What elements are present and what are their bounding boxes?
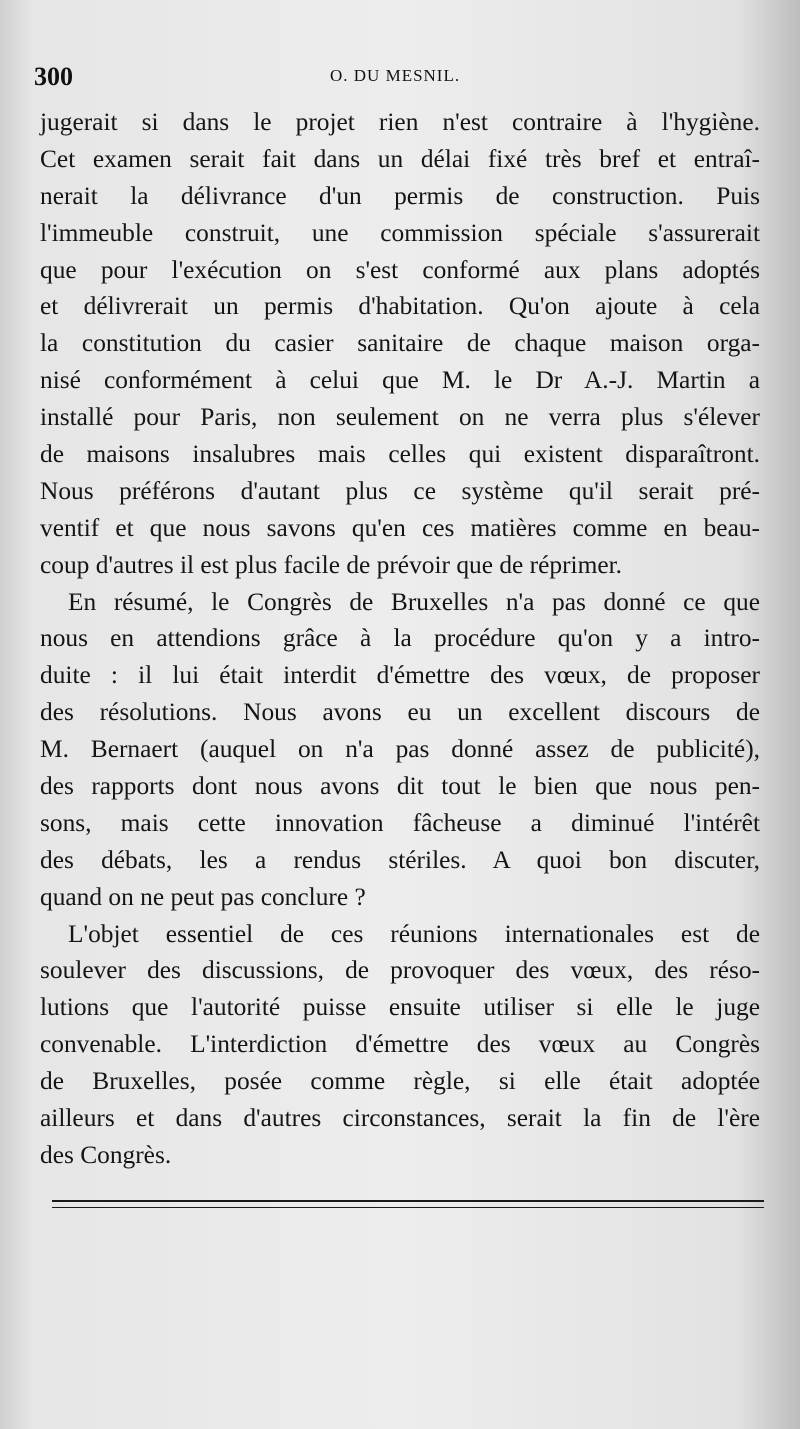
text-line: ventif et que nous savons qu'en ces matières comme en beau- (40, 513, 760, 542)
text-line: jugerait si dans le projet rien n'est contraire à l'hygiène. (40, 108, 760, 136)
paragraph-2 (40, 584, 760, 916)
paragraph-3 (40, 916, 760, 1174)
text-line: L'objet essentiel de ces réunions internationales est de (68, 919, 760, 948)
text-line: des résolutions. Nous avons eu un excellent discours de (40, 698, 760, 727)
text-line: installé pour Paris, non seulement on ne verra plus s'élever (40, 403, 760, 432)
divider-thick (52, 1200, 764, 1202)
text-line: des Congrès. (40, 1140, 172, 1169)
page-number: 300 (34, 62, 73, 91)
text-line: la constitution du casier sanitaire de chaque maison orga- (40, 329, 760, 358)
page-header (34, 62, 760, 92)
text-line: nerait la délivrance d'un permis de construction. Puis (40, 181, 760, 210)
text-line: En résumé, le Congrès de Bruxelles n'a pas donné ce que (68, 587, 760, 616)
paragraph-1 (40, 104, 760, 584)
text-line: duite : il lui était interdit d'émettre des vœux, de proposer (40, 661, 760, 690)
text-line: nisé conformément à celui que M. le Dr A.-J. Martin a (40, 366, 760, 395)
text-line: Nous préférons d'autant plus ce système qu'il serait pré- (40, 476, 760, 505)
text-line: sons, mais cette innovation fâcheuse a diminué l'intérêt (40, 808, 760, 837)
end-rule (52, 1200, 764, 1213)
text-line: ailleurs et dans d'autres circonstances, serait la fin de l'ère (40, 1104, 760, 1133)
text-line: de Bruxelles, posée comme règle, si elle était adoptée (40, 1067, 760, 1096)
text-line: l'immeuble construit, une commission spéciale s'assurerait (40, 218, 760, 247)
text-line: des débats, les a rendus stériles. A quoi bon discuter, (40, 845, 760, 874)
text-line: et délivrerait un permis d'habitation. Qu'on ajoute à cela (40, 292, 760, 321)
text-line: M. Bernaert (auquel on n'a pas donné assez de publicité), (40, 735, 760, 764)
text-line: Cet examen serait fait dans un délai fixé très bref et entraî- (40, 144, 760, 173)
divider-thin (52, 1207, 764, 1208)
body-text (40, 104, 760, 1174)
text-line: des rapports dont nous avons dit tout le bien que nous pen- (40, 772, 760, 801)
text-line: que pour l'exécution on s'est conformé aux plans adoptés (40, 255, 760, 284)
text-line: de maisons insalubres mais celles qui existent disparaîtront. (40, 440, 760, 469)
text-line: quand on ne peut pas conclure ? (40, 882, 366, 911)
text-line: lutions que l'autorité puisse ensuite utiliser si elle le juge (40, 993, 760, 1022)
text-line: nous en attendions grâce à la procédure qu'on y a intro- (40, 624, 760, 653)
text-line: coup d'autres il est plus facile de prévoir que de réprimer. (40, 550, 623, 579)
text-line: convenable. L'interdiction d'émettre des vœux au Congrès (40, 1030, 760, 1059)
running-head: O. DU MESNIL. (330, 66, 461, 85)
text-line: soulever des discussions, de provoquer des vœux, des réso- (40, 956, 760, 985)
